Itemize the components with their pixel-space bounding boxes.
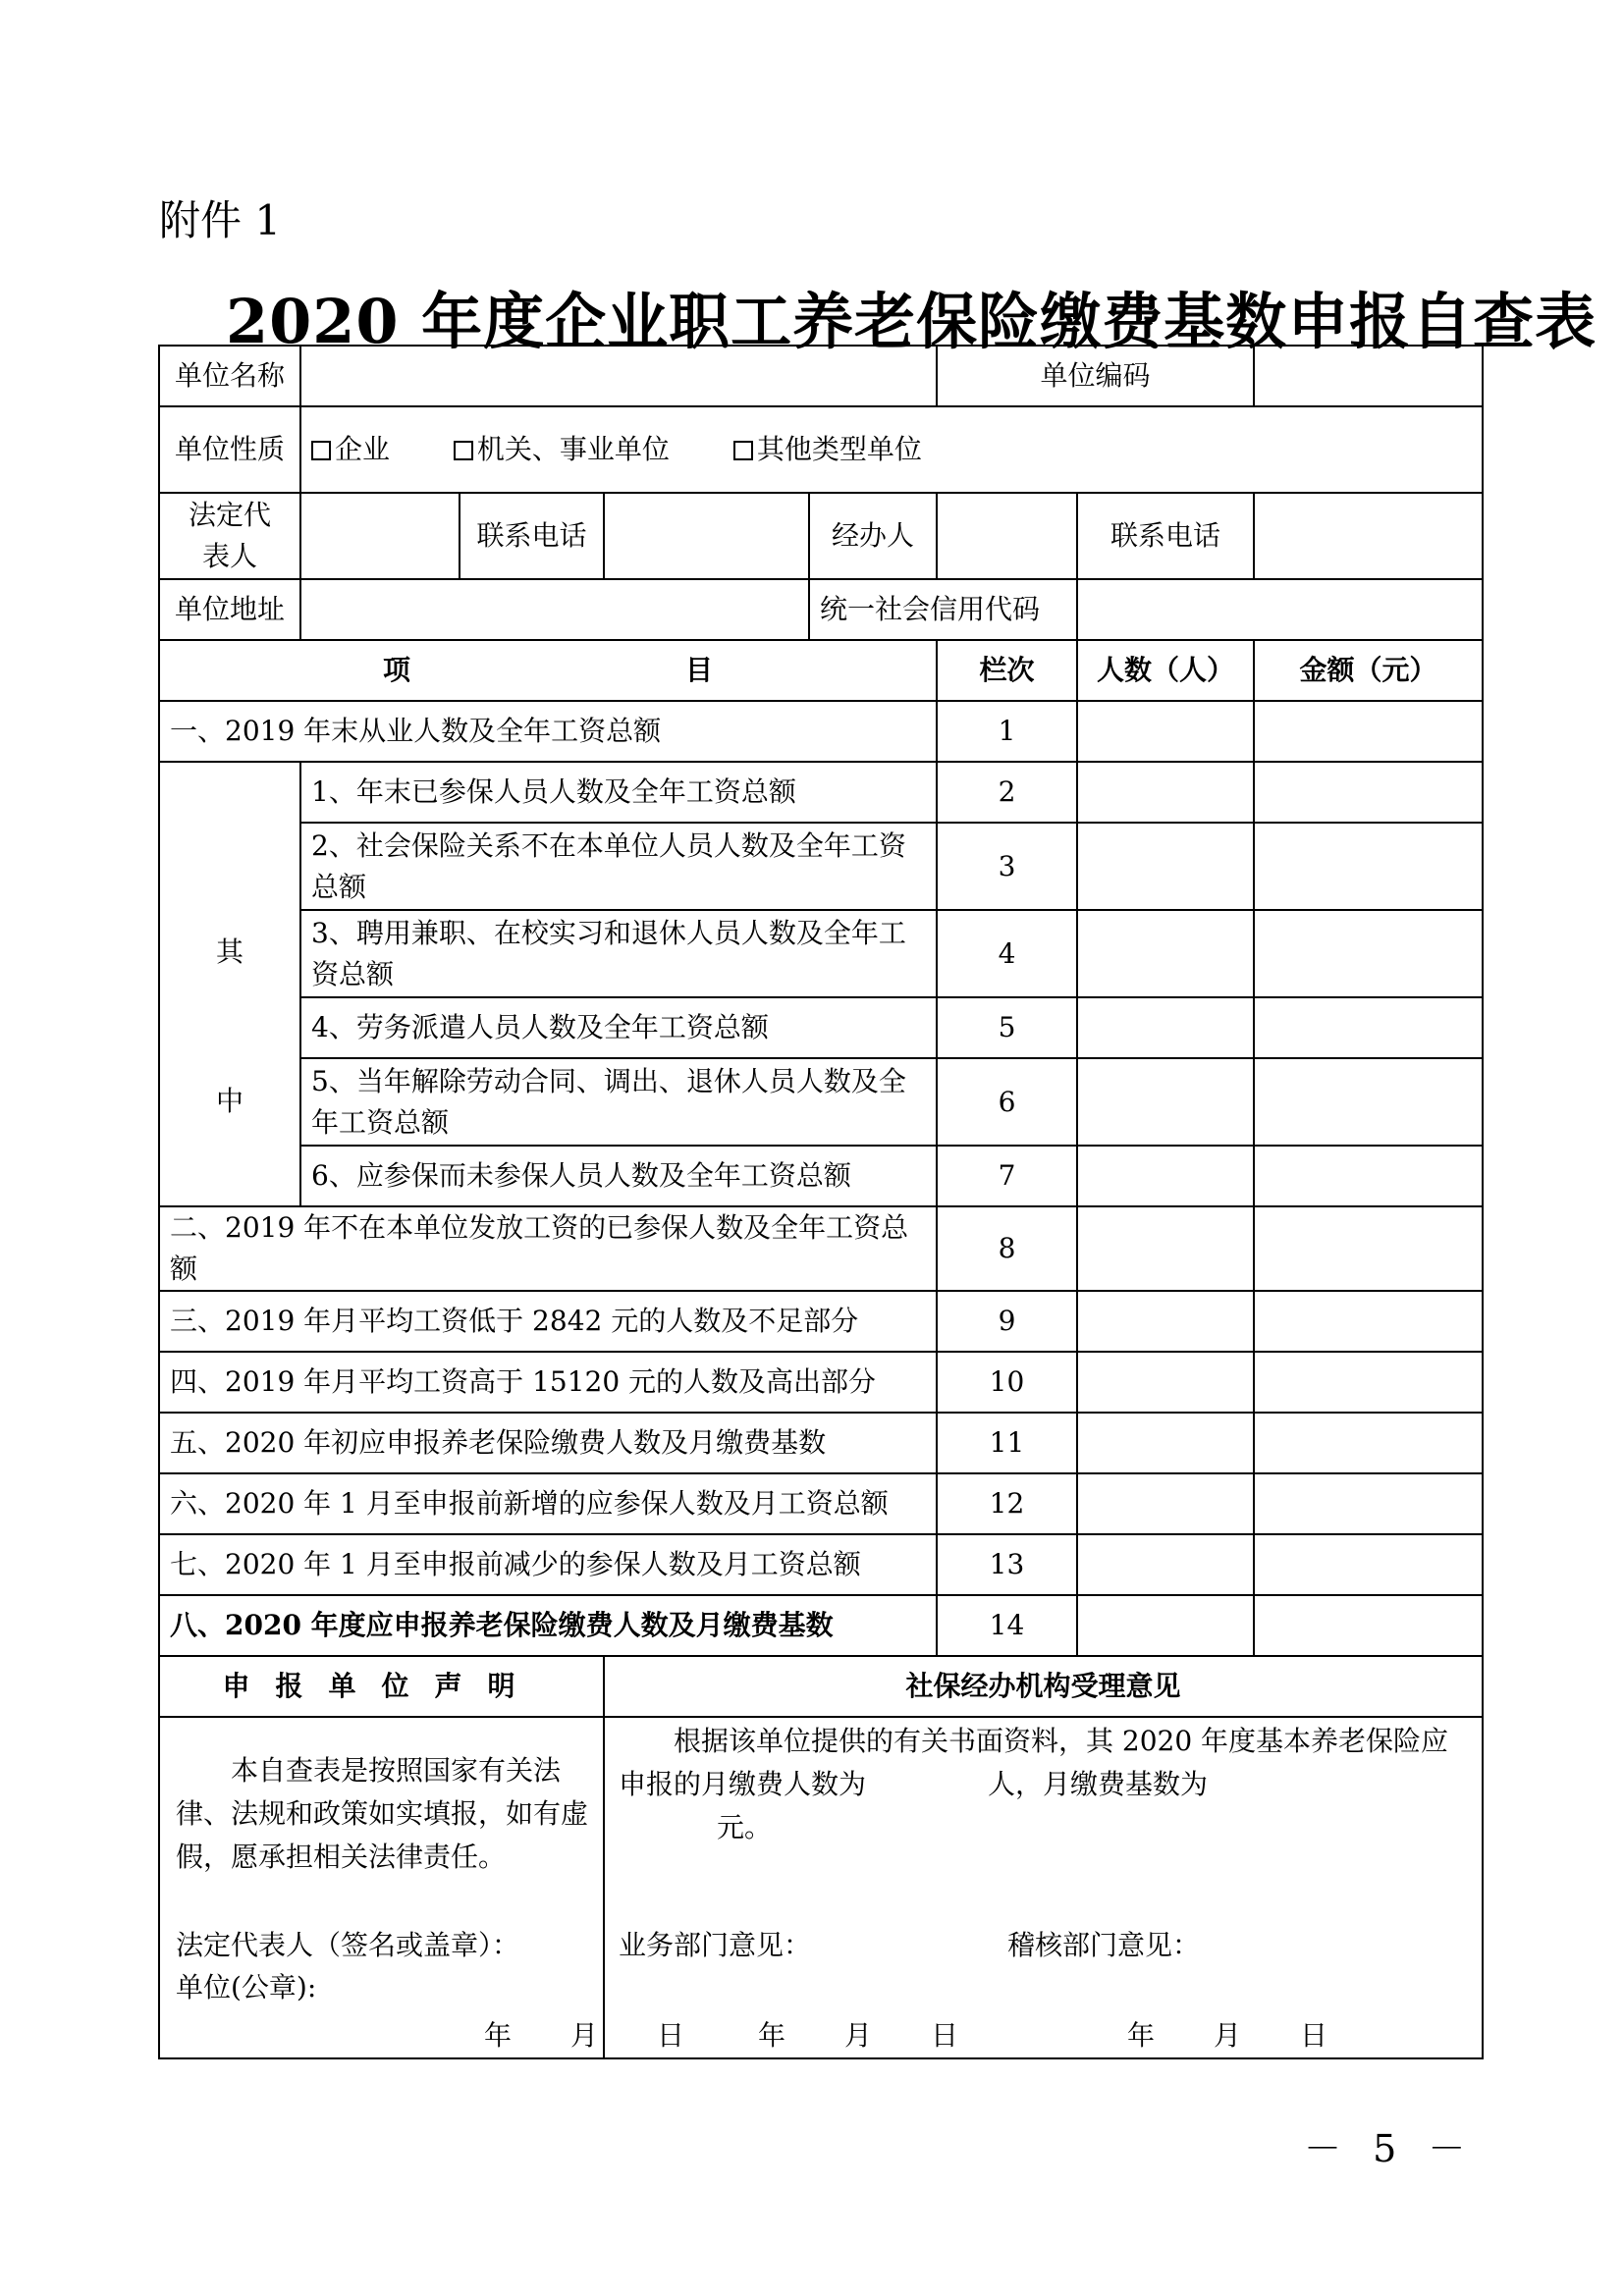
handler-label: 经办人 <box>809 493 937 579</box>
phone-field-2[interactable] <box>1254 493 1483 579</box>
audit-dept-opinion[interactable]: 稽核部门意见： <box>1007 1929 1201 1961</box>
count-cell[interactable] <box>1077 1595 1254 1656</box>
table-row <box>159 997 1483 1058</box>
declaration-header: 申报单位声明 <box>159 1656 604 1717</box>
unit-nature-label: 单位性质 <box>159 406 300 493</box>
table-row <box>159 762 1483 823</box>
row-label: 八、2020 年度应申报养老保险缴费人数及月缴费基数 <box>159 1595 937 1656</box>
row-label: 三、2019 年月平均工资低于 2842 元的人数及不足部分 <box>159 1291 937 1352</box>
table-row <box>159 1352 1483 1413</box>
unit-nature-options <box>300 406 1483 493</box>
unit-code-label: 单位编码 <box>937 346 1254 406</box>
table-row <box>159 1534 1483 1595</box>
page-number: － 5 － <box>1304 2127 1476 2170</box>
table-row <box>159 1473 1483 1534</box>
option-other[interactable]: 其他类型单位 <box>733 433 922 465</box>
opinion-header: 社保经办机构受理意见 <box>604 1656 1483 1717</box>
unit-name-field[interactable] <box>300 346 937 406</box>
legal-rep-signature[interactable]: 法定代表人（签名或盖章）： <box>176 1929 520 1961</box>
row-number: 8 <box>937 1206 1077 1291</box>
table-row <box>159 823 1483 910</box>
row-number-header: 栏次 <box>937 640 1077 701</box>
credit-code-field[interactable] <box>1077 579 1483 640</box>
among-label: 其 中 <box>159 762 300 1206</box>
amount-cell[interactable] <box>1254 910 1483 997</box>
amount-cell[interactable] <box>1254 997 1483 1058</box>
row-label: 5、当年解除劳动合同、调出、退休人员人数及全年工资总额 <box>300 1058 937 1146</box>
table-row <box>159 1058 1483 1146</box>
row-number: 7 <box>937 1146 1077 1206</box>
row-label: 6、应参保而未参保人员人数及全年工资总额 <box>300 1146 937 1206</box>
amount-cell[interactable] <box>1254 1058 1483 1146</box>
amount-cell[interactable] <box>1254 823 1483 910</box>
row-label: 2、社会保险关系不在本单位人员人数及全年工资总额 <box>300 823 937 910</box>
row-label: 五、2020 年初应申报养老保险缴费人数及月缴费基数 <box>159 1413 937 1473</box>
row-number: 11 <box>937 1413 1077 1473</box>
count-cell[interactable] <box>1077 997 1254 1058</box>
unit-seal[interactable]: 单位(公章): <box>176 1971 317 2003</box>
phone-label-2: 联系电话 <box>1077 493 1254 579</box>
row-label: 4、劳务派遣人员人数及全年工资总额 <box>300 997 937 1058</box>
row-label: 一、2019 年末从业人数及全年工资总额 <box>159 701 937 762</box>
declaration-date[interactable]: 年 月 日 <box>484 2019 685 2052</box>
row-label: 3、聘用兼职、在校实习和退休人员人数及全年工资总额 <box>300 910 937 997</box>
row-number: 6 <box>937 1058 1077 1146</box>
business-dept-date[interactable]: 年 月 日 <box>758 2019 959 2052</box>
amount-cell[interactable] <box>1254 1534 1483 1595</box>
row-number: 10 <box>937 1352 1077 1413</box>
table-row <box>159 1413 1483 1473</box>
row-label: 七、2020 年 1 月至申报前减少的参保人数及月工资总额 <box>159 1534 937 1595</box>
unit-code-field[interactable] <box>1254 346 1483 406</box>
option-government[interactable]: 机关、事业单位 <box>454 433 670 465</box>
row-number: 5 <box>937 997 1077 1058</box>
checkbox-icon[interactable] <box>454 441 473 460</box>
count-cell[interactable] <box>1077 910 1254 997</box>
address-label: 单位地址 <box>159 579 300 640</box>
business-dept-opinion[interactable]: 业务部门意见： <box>619 1929 812 1961</box>
amount-cell[interactable] <box>1254 1352 1483 1413</box>
count-cell[interactable] <box>1077 1291 1254 1352</box>
phone-label: 联系电话 <box>460 493 604 579</box>
table-row <box>159 701 1483 762</box>
amount-cell[interactable] <box>1254 1595 1483 1656</box>
amount-cell[interactable] <box>1254 1146 1483 1206</box>
count-cell[interactable] <box>1077 1352 1254 1413</box>
unit-name-label: 单位名称 <box>159 346 300 406</box>
amount-cell[interactable] <box>1254 762 1483 823</box>
checkbox-icon[interactable] <box>311 441 331 460</box>
legal-rep-label: 法定代表人 <box>159 493 300 579</box>
row-label: 1、年末已参保人员人数及全年工资总额 <box>300 762 937 823</box>
address-field[interactable] <box>300 579 809 640</box>
declaration-cell <box>159 1717 685 2058</box>
table-row <box>159 1291 1483 1352</box>
table-row <box>159 1595 1483 1656</box>
amount-header: 金额（元） <box>1254 640 1483 701</box>
count-cell[interactable] <box>1077 1206 1254 1291</box>
row-number: 2 <box>937 762 1077 823</box>
phone-field[interactable] <box>604 493 809 579</box>
amount-cell[interactable] <box>1254 1473 1483 1534</box>
count-cell[interactable] <box>1077 1473 1254 1534</box>
table-row <box>159 1146 1483 1206</box>
row-number: 14 <box>937 1595 1077 1656</box>
item-header: 项 目 <box>159 640 937 701</box>
declaration-text: 本自查表是按照国家有关法律、法规和政策如实填报，如有虚假，愿承担相关法律责任。 <box>176 1754 589 1873</box>
row-number: 4 <box>937 910 1077 997</box>
amount-cell[interactable] <box>1254 701 1483 762</box>
row-number: 3 <box>937 823 1077 910</box>
amount-cell[interactable] <box>1254 1206 1483 1291</box>
credit-code-label: 统一社会信用代码 <box>809 579 1077 640</box>
row-number: 1 <box>937 701 1077 762</box>
count-cell[interactable] <box>1077 762 1254 823</box>
row-number: 12 <box>937 1473 1077 1534</box>
count-cell[interactable] <box>1077 1413 1254 1473</box>
row-number: 9 <box>937 1291 1077 1352</box>
count-cell[interactable] <box>1077 701 1254 762</box>
table-row <box>159 910 1483 997</box>
row-label: 二、2019 年不在本单位发放工资的已参保人数及全年工资总额 <box>159 1206 937 1291</box>
self-check-table <box>158 345 1484 2059</box>
count-header: 人数（人） <box>1077 640 1254 701</box>
count-cell[interactable] <box>1077 1534 1254 1595</box>
checkbox-icon[interactable] <box>733 441 753 460</box>
handler-field[interactable] <box>937 493 1077 579</box>
legal-rep-field[interactable] <box>300 493 460 579</box>
row-number: 13 <box>937 1534 1077 1595</box>
amount-cell[interactable] <box>1254 1291 1483 1352</box>
count-cell[interactable] <box>1077 823 1254 910</box>
option-enterprise[interactable]: 企业 <box>311 433 390 465</box>
page-title: 2020 年度企业职工养老保险缴费基数申报自查表 <box>226 286 1597 357</box>
row-label: 六、2020 年 1 月至申报前新增的应参保人数及月工资总额 <box>159 1473 937 1534</box>
attachment-label: 附件 1 <box>159 196 282 244</box>
count-cell[interactable] <box>1077 1058 1254 1146</box>
opinion-text: 根据该单位提供的有关书面资料，其 2020 年度基本养老保险应申报的月缴费人数为 人，月缴费基数为 元。 <box>619 1725 1449 1843</box>
opinion-cell <box>604 1717 1483 2058</box>
audit-dept-date[interactable]: 年 月 日 <box>1127 2019 1328 2052</box>
count-cell[interactable] <box>1077 1146 1254 1206</box>
amount-cell[interactable] <box>1254 1413 1483 1473</box>
table-row <box>159 1206 1483 1291</box>
row-label: 四、2019 年月平均工资高于 15120 元的人数及高出部分 <box>159 1352 937 1413</box>
